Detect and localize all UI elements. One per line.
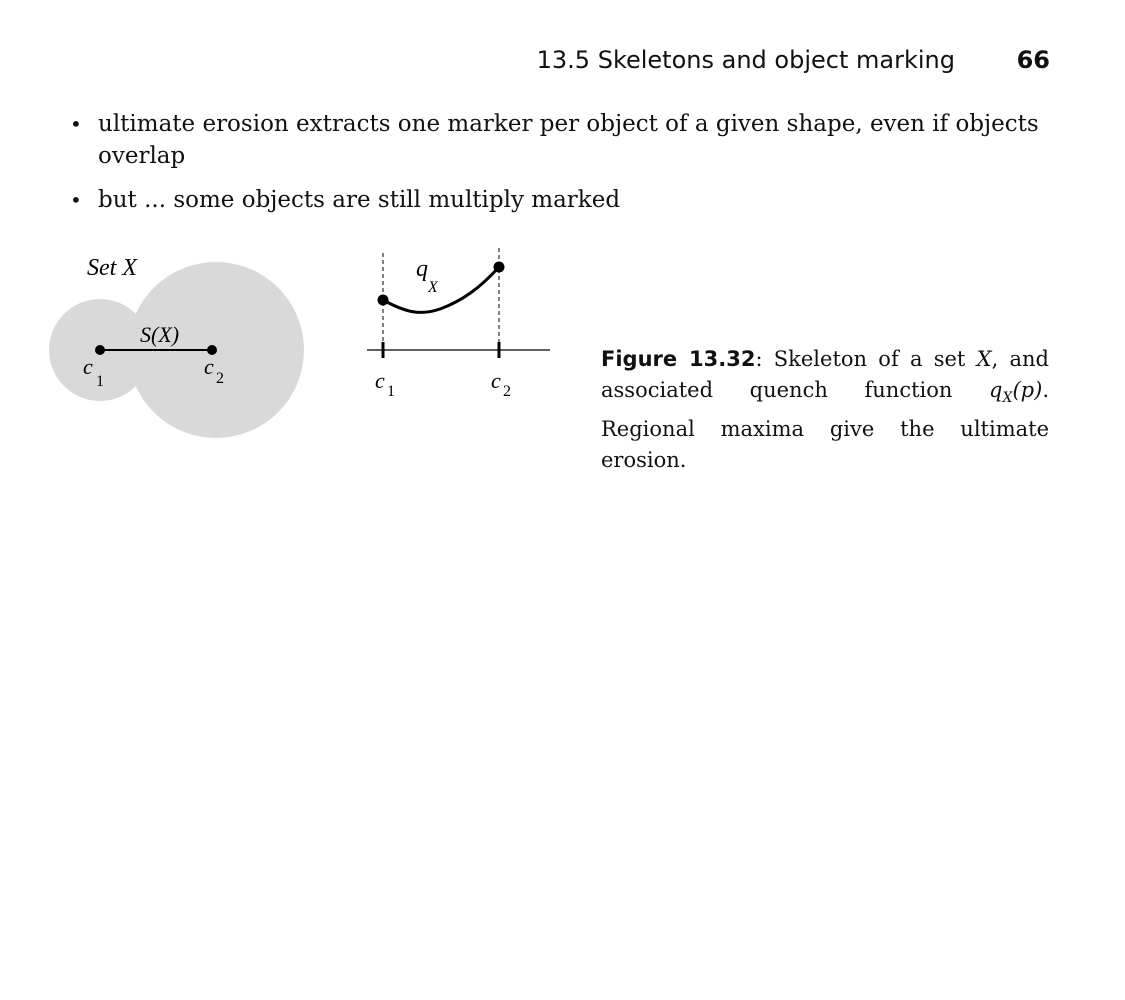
- bullet-text: but ... some objects are still multiply marked: [98, 187, 621, 213]
- axis-c1-subscript: 1: [387, 383, 395, 400]
- maximum-point-c1: [378, 295, 389, 306]
- bullet-icon: •: [70, 188, 82, 212]
- skeleton-point-c1: [95, 345, 105, 355]
- caption-math-p: (p): [1012, 378, 1043, 402]
- bullet-text: ultimate erosion extracts one marker per object of a given shape, even if objects overlap: [98, 111, 1039, 169]
- caption-text: : Skeleton of a set: [755, 347, 977, 371]
- caption-math-q: q: [989, 378, 1003, 402]
- caption-text: , and associated quench function: [601, 347, 1049, 402]
- set-x-diagram: [49, 255, 304, 438]
- c1-subscript: 1: [96, 373, 104, 390]
- skeleton-label: S(X): [140, 322, 180, 347]
- caption-math-subscript: X: [1002, 390, 1013, 407]
- axis-c1-label: c: [375, 368, 385, 393]
- set-x-label: Set X: [87, 255, 137, 281]
- bullet-icon: •: [70, 112, 82, 136]
- section-title: 13.5 Skeletons and object marking: [536, 46, 955, 74]
- axis-c2-subscript: 2: [503, 383, 511, 400]
- quench-curve: [383, 267, 499, 312]
- caption-text: . Regional maxima give the ultimate erosion.: [601, 378, 1049, 473]
- q-subscript: X: [428, 279, 438, 296]
- q-label: q: [416, 256, 428, 282]
- c2-subscript: 2: [216, 370, 224, 387]
- page-number: 66: [1016, 46, 1050, 74]
- maximum-point-c2: [494, 262, 505, 273]
- caption-label: Figure 13.32: [601, 347, 756, 371]
- figure-caption: [601, 344, 1049, 476]
- caption-math-x: X: [976, 347, 992, 371]
- c2-label: c: [204, 354, 214, 379]
- quench-function-diagram: [367, 248, 550, 400]
- axis-c2-label: c: [491, 368, 501, 393]
- c1-label: c: [83, 354, 93, 379]
